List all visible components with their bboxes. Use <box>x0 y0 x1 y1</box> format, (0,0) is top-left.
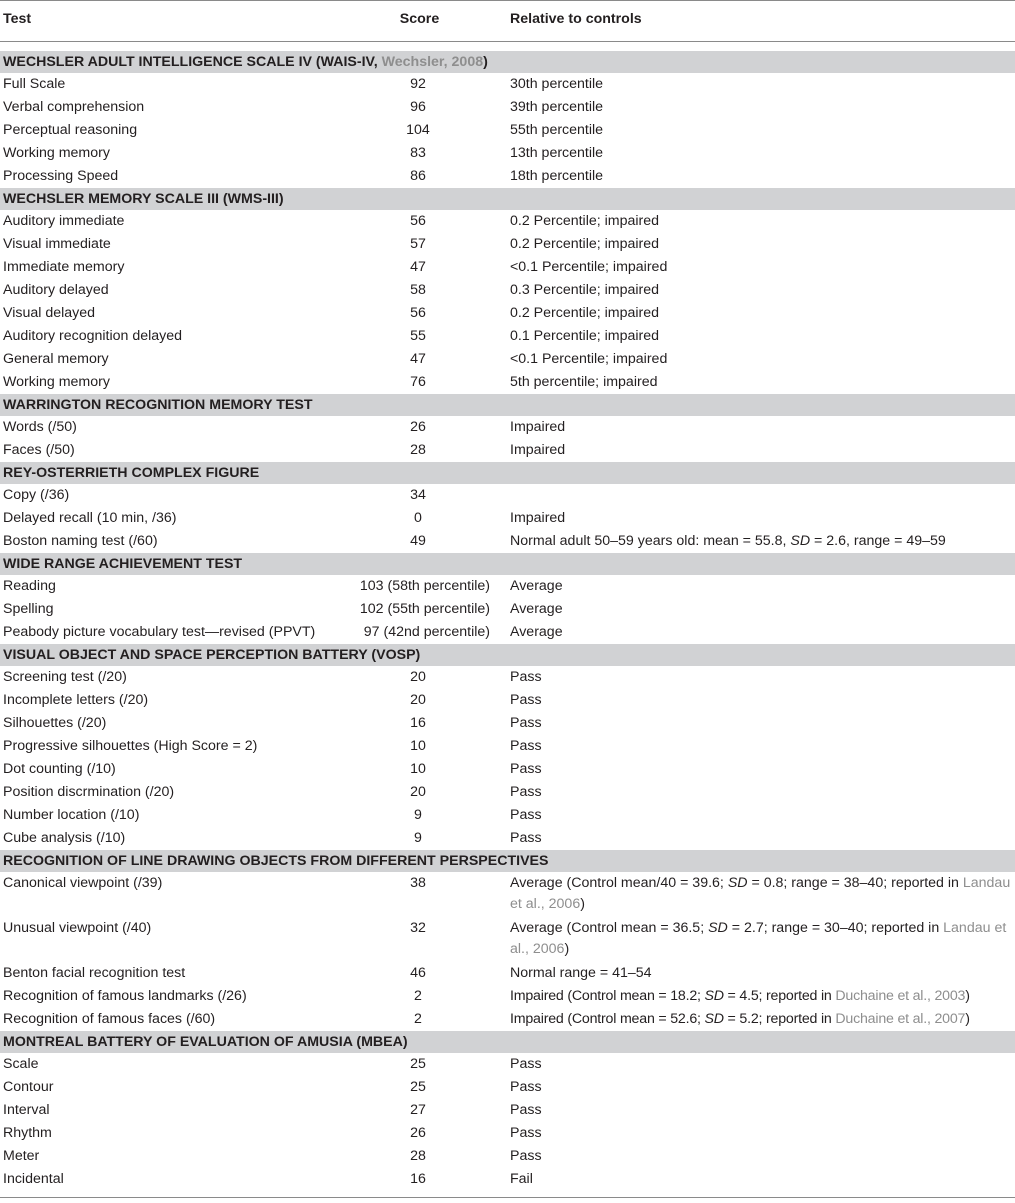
section-title: REY-OSTERRIETH COMPLEX FIGURE <box>0 462 1015 484</box>
relative-value: Pass <box>510 1079 542 1095</box>
score-value: 20 <box>410 692 426 708</box>
score-value: 20 <box>410 669 426 685</box>
table-row <box>0 1076 1015 1099</box>
header-test: Test <box>0 1 332 42</box>
test-name: Contour <box>3 1079 54 1095</box>
relative-value: Pass <box>510 830 542 846</box>
section-vosp <box>0 644 1015 666</box>
test-name: Working memory <box>3 145 110 161</box>
section-wrat <box>0 553 1015 575</box>
table-row <box>0 827 1015 850</box>
test-name: Copy (/36) <box>3 487 70 503</box>
relative-value: Impaired (Control mean = 52.6; SD = 5.2; reported in Duchaine et al., 2007) <box>510 1011 970 1027</box>
relative-value: 0.2 Percentile; impaired <box>510 213 660 229</box>
section-title: RECOGNITION OF LINE DRAWING OBJECTS FROM DIFFERENT PERSPECTIVES <box>0 850 1015 872</box>
table-row <box>0 781 1015 804</box>
relative-value: Impaired (Control mean = 18.2; SD = 4.5; reported in Duchaine et al., 2003) <box>510 988 970 1004</box>
test-name: Incidental <box>3 1171 64 1187</box>
relative-value: 5th percentile; impaired <box>510 374 658 390</box>
relative-value: Pass <box>510 669 542 685</box>
relative-value: <0.1 Percentile; impaired <box>510 259 668 275</box>
table-row <box>0 210 1015 233</box>
test-name: Cube analysis (/10) <box>3 830 126 846</box>
table-row <box>0 233 1015 256</box>
score-value: 2 <box>414 1011 422 1027</box>
score-value: 25 <box>410 1056 426 1072</box>
relative-value: 18th percentile <box>510 168 604 184</box>
test-name: Processing Speed <box>3 168 119 184</box>
relative-value: Average <box>510 624 563 640</box>
relative-value: Pass <box>510 715 542 731</box>
test-name: Spelling <box>3 601 54 617</box>
test-name: Perceptual reasoning <box>3 122 138 138</box>
score-value: 34 <box>410 487 426 503</box>
relative-value: 13th percentile <box>510 145 604 161</box>
relative-value: <0.1 Percentile; impaired <box>510 351 668 367</box>
relative-value: 0.1 Percentile; impaired <box>510 328 660 344</box>
test-name: Delayed recall (10 min, /36) <box>3 510 177 526</box>
table-row <box>0 142 1015 165</box>
table-row <box>0 1053 1015 1076</box>
table-row <box>0 872 1015 917</box>
table-row <box>0 1008 1015 1031</box>
test-name: Meter <box>3 1148 40 1164</box>
score-value: 47 <box>410 351 426 367</box>
relative-value: Impaired <box>510 419 566 435</box>
test-name: Working memory <box>3 374 110 390</box>
score-value: 49 <box>410 533 426 549</box>
test-name: Auditory recognition delayed <box>3 328 183 344</box>
relative-value: 0.3 Percentile; impaired <box>510 282 660 298</box>
score-value: 20 <box>410 784 426 800</box>
relative-value: Pass <box>510 761 542 777</box>
table-row <box>0 962 1015 985</box>
test-name: Visual immediate <box>3 236 111 252</box>
table-row <box>0 73 1015 96</box>
citation-link[interactable]: Landau et al., 2006 <box>510 920 1007 957</box>
score-value: 104 <box>406 122 430 138</box>
relative-value: Pass <box>510 1102 542 1118</box>
citation-link[interactable]: Landau et al., 2006 <box>510 875 1011 912</box>
table-row <box>0 348 1015 371</box>
relative-value: 30th percentile <box>510 76 604 92</box>
relative-value: Normal adult 50–59 years old: mean = 55.8, SD = 2.6, range = 49–59 <box>510 533 946 549</box>
table-row <box>0 416 1015 439</box>
score-value: 26 <box>410 1125 426 1141</box>
score-value: 46 <box>410 965 426 981</box>
citation-link[interactable]: Duchaine et al., 2003 <box>835 988 966 1004</box>
score-value: 28 <box>410 442 426 458</box>
table-row <box>0 1122 1015 1145</box>
test-name: Faces (/50) <box>3 442 75 458</box>
score-value: 86 <box>410 168 426 184</box>
test-name: Recognition of famous landmarks (/26) <box>3 988 247 1004</box>
table-row <box>0 279 1015 302</box>
relative-value: Impaired <box>510 442 566 458</box>
table-row <box>0 621 1015 644</box>
score-value: 10 <box>410 738 426 754</box>
test-name: Interval <box>3 1102 50 1118</box>
section-mbea <box>0 1031 1015 1053</box>
test-name: Dot counting (/10) <box>3 761 116 777</box>
table-row <box>0 96 1015 119</box>
table-row <box>0 758 1015 781</box>
relative-value: Fail <box>510 1171 533 1187</box>
test-name: Auditory delayed <box>3 282 109 298</box>
score-value: 83 <box>410 145 426 161</box>
test-name: Peabody picture vocabulary test—revised (PPVT) <box>3 624 316 640</box>
table-row <box>0 371 1015 394</box>
test-name: Incomplete letters (/20) <box>3 692 149 708</box>
section-title: WARRINGTON RECOGNITION MEMORY TEST <box>0 394 1015 416</box>
score-value: 26 <box>410 419 426 435</box>
table-row <box>0 917 1015 962</box>
test-name: Progressive silhouettes (High Score = 2) <box>3 738 258 754</box>
table-row <box>0 302 1015 325</box>
table-row <box>0 1145 1015 1168</box>
relative-value: Pass <box>510 1056 542 1072</box>
score-value: 102 (55th percentile) <box>359 601 490 617</box>
score-value: 92 <box>410 76 426 92</box>
relative-value: Normal range = 41–54 <box>510 965 652 981</box>
table-row <box>0 712 1015 735</box>
table-row <box>0 689 1015 712</box>
score-value: 97 (42nd percentile) <box>363 624 490 640</box>
test-name: Words (/50) <box>3 419 77 435</box>
relative-value: Pass <box>510 1125 542 1141</box>
relative-value: 39th percentile <box>510 99 604 115</box>
score-value: 55 <box>410 328 426 344</box>
header-relative: Relative to controls <box>504 1 1015 42</box>
test-name: General memory <box>3 351 109 367</box>
score-value: 27 <box>410 1102 426 1118</box>
table-row <box>0 666 1015 689</box>
section-warrington <box>0 394 1015 416</box>
section-wais: WECHSLER ADULT INTELLIGENCE SCALE IV (WAIS-IV, Wechsler, 2008) <box>0 51 1015 73</box>
relative-value: Average (Control mean = 36.5; SD = 2.7; range = 30–40; reported in Landau et al., 2006) <box>510 920 1007 957</box>
section-title: MONTREAL BATTERY OF EVALUATION OF AMUSIA (MBEA) <box>0 1031 1015 1053</box>
relative-value: Average (Control mean/40 = 39.6; SD = 0.8; range = 38–40; reported in Landau et al., 2006) <box>510 875 1011 912</box>
relative-value: Average <box>510 578 563 594</box>
test-name: Rhythm <box>3 1125 52 1141</box>
test-name: Number location (/10) <box>3 807 140 823</box>
section-rey <box>0 462 1015 484</box>
score-value: 58 <box>410 282 426 298</box>
table-row <box>0 484 1015 507</box>
test-name: Silhouettes (/20) <box>3 715 107 731</box>
relative-value: Pass <box>510 692 542 708</box>
table-row <box>0 256 1015 279</box>
relative-value: 55th percentile <box>510 122 604 138</box>
score-value: 57 <box>410 236 426 252</box>
test-name: Canonical viewpoint (/39) <box>3 875 163 891</box>
score-value: 16 <box>410 1171 426 1187</box>
table-row <box>0 325 1015 348</box>
score-value: 0 <box>414 510 422 526</box>
test-name: Screening test (/20) <box>3 669 127 685</box>
header-score: Score <box>332 1 504 42</box>
test-name: Recognition of famous faces (/60) <box>3 1011 216 1027</box>
score-value: 9 <box>414 830 422 846</box>
section-title: WECHSLER MEMORY SCALE III (WMS-III) <box>0 188 1015 210</box>
score-value: 16 <box>410 715 426 731</box>
table-row <box>0 804 1015 827</box>
table-row <box>0 1168 1015 1191</box>
score-value: 47 <box>410 259 426 275</box>
test-name: Reading <box>3 578 56 594</box>
score-value: 76 <box>410 374 426 390</box>
score-value: 25 <box>410 1079 426 1095</box>
score-value: 103 (58th percentile) <box>359 578 490 594</box>
test-name: Visual delayed <box>3 305 96 321</box>
relative-value: Pass <box>510 807 542 823</box>
score-value: 28 <box>410 1148 426 1164</box>
score-value: 38 <box>410 875 426 891</box>
table-row <box>0 530 1015 553</box>
test-name: Position discrmination (/20) <box>3 784 175 800</box>
table-row <box>0 735 1015 758</box>
section-wms <box>0 188 1015 210</box>
section-recognition <box>0 850 1015 872</box>
section-title: WIDE RANGE ACHIEVEMENT TEST <box>0 553 1015 575</box>
test-name: Scale <box>3 1056 39 1072</box>
relative-value: Pass <box>510 738 542 754</box>
relative-value: Pass <box>510 1148 542 1164</box>
table-row <box>0 507 1015 530</box>
relative-value: Pass <box>510 784 542 800</box>
table-row <box>0 165 1015 188</box>
relative-value: Average <box>510 601 563 617</box>
table-row <box>0 598 1015 621</box>
test-name: Unusual viewpoint (/40) <box>3 920 152 936</box>
score-value: 96 <box>410 99 426 115</box>
score-value: 9 <box>414 807 422 823</box>
score-value: 2 <box>414 988 422 1004</box>
relative-value <box>504 484 1015 507</box>
header-row <box>0 1 1015 42</box>
test-name: Verbal comprehension <box>3 99 145 115</box>
relative-value: 0.2 Percentile; impaired <box>510 236 660 252</box>
table-row <box>0 985 1015 1008</box>
test-name: Auditory immediate <box>3 213 125 229</box>
citation-link[interactable]: Wechsler, 2008 <box>381 54 484 70</box>
table-row <box>0 119 1015 142</box>
test-name: Boston naming test (/60) <box>3 533 158 549</box>
table-row <box>0 575 1015 598</box>
test-name: Full Scale <box>3 76 66 92</box>
section-title: VISUAL OBJECT AND SPACE PERCEPTION BATTERY (VOSP) <box>0 644 1015 666</box>
citation-link[interactable]: Duchaine et al., 2007 <box>835 1011 966 1027</box>
section-title: WECHSLER ADULT INTELLIGENCE SCALE IV (WAIS-IV, <box>3 54 382 70</box>
score-value: 56 <box>410 305 426 321</box>
score-value: 32 <box>410 920 426 936</box>
table-row <box>0 1099 1015 1122</box>
table-row <box>0 439 1015 462</box>
test-name: Benton facial recognition test <box>3 965 186 981</box>
score-value: 10 <box>410 761 426 777</box>
relative-value: 0.2 Percentile; impaired <box>510 305 660 321</box>
score-value: 56 <box>410 213 426 229</box>
relative-value: Impaired <box>510 510 566 526</box>
test-name: Immediate memory <box>3 259 125 275</box>
